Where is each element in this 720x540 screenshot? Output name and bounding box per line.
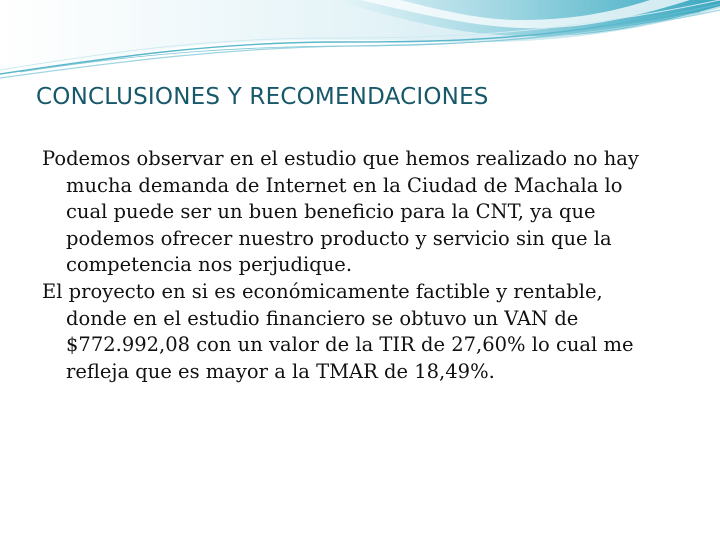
- header-wave-decoration: [0, 0, 720, 90]
- recommendation-paragraph: El proyecto en si es económicamente factible y rentable, donde en el estudio financiero se obtuvo un VAN de $772.992,08 con un valor de la TIR de 27,60% lo cual me refleja que es mayor a la TMAR de 18,49%.: [42, 279, 634, 383]
- slide-title: CONCLUSIONES Y RECOMENDACIONES: [36, 84, 489, 110]
- slide-body: [42, 146, 642, 385]
- conclusion-paragraph: Podemos observar en el estudio que hemos realizado no hay mucha demanda de Internet en la Ciudad de Machala lo cual puede ser un buen beneficio para la CNT, ya que podemos ofrecer nuestro producto y servicio sin que la competencia nos perjudique.: [42, 147, 639, 277]
